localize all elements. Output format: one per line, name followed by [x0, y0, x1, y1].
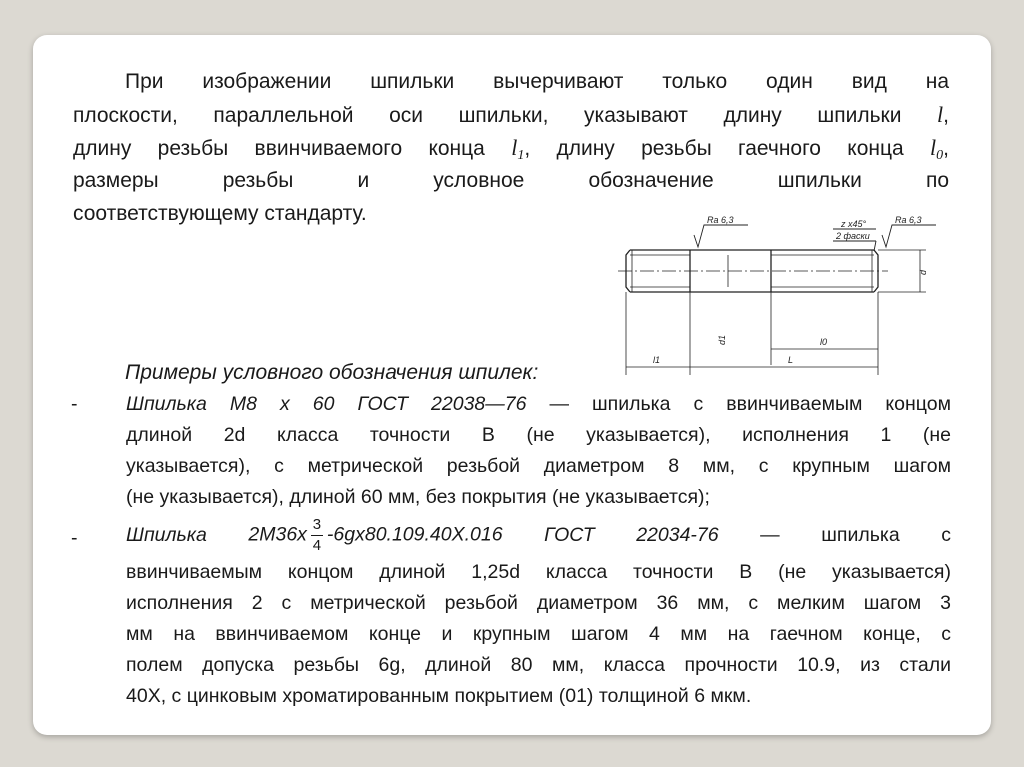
list-bullet: - [71, 393, 78, 415]
thread-pitch-fraction: $\frac{3}{4}$ [312, 515, 322, 554]
intro-line-4: размеры резьбы и условное обозначение шпильки по [73, 169, 949, 192]
example-2-line-2: ввинчиваемым концом длиной 1,25d класса точности В (не указывается) [126, 561, 951, 583]
slide [33, 35, 991, 735]
chamfer-label: z x45° [841, 219, 867, 229]
intro-line-2: плоскости, параллельной оси шпильки, указывают длину шпильки l, [73, 102, 949, 127]
example-2-line-4: мм на ввинчиваемом конце и крупным шагом 4 мм на гаечном конце, с [126, 623, 951, 645]
dim-d: d [918, 269, 928, 275]
example-1-line-3: указывается), с метрической резьбой диаметром 8 мм, с крупным шагом [126, 455, 951, 477]
example-1-line-2: длиной 2d класса точности В (не указывается), исполнения 1 (не [126, 424, 951, 446]
example-2-line-3: исполнения 2 с метрической резьбой диаметром 36 мм, с мелким шагом 3 [126, 592, 951, 614]
intro-line-5: соответствующему стандарту. [73, 202, 367, 225]
dim-l0: l0 [820, 337, 828, 347]
dim-d1: d1 [717, 334, 727, 345]
dim-l: L [788, 355, 794, 365]
example-1-line-1: Шпилька М8 х 60 ГОСТ 22038—76 — шпилька с ввинчиваемым концом [126, 393, 952, 415]
list-bullet: - [71, 527, 78, 549]
example-2-line-6: 40Х, с цинковым хроматированным покрытием (01) толщиной 6 мкм. [126, 685, 752, 707]
example-2 [71, 513, 951, 712]
chamfer-note: 2 фаски [836, 231, 870, 241]
examples-heading: Примеры условного обозначения шпилек: [125, 361, 539, 384]
stud-drawing [608, 205, 938, 365]
intro-line-3: длину резьбы ввинчиваемого конца $l_1$, длину резьбы гаечного конца $l_0$, [73, 135, 950, 163]
example-1 [71, 389, 951, 513]
example-2-line-1: Шпилька 2М36х $\frac{3}{4}$ -6gx80.109.40Х.016 ГОСТ 22034-76 — шпилька с [126, 515, 951, 554]
dim-l1: l1 [653, 355, 661, 365]
example-2-line-5: полем допуска резьбы 6g, длиной 80 мм, класса прочности 10.9, из стали [126, 654, 951, 676]
roughness-right: Ra 6,3 [895, 215, 922, 225]
roughness-left: Ra 6,3 [707, 215, 734, 225]
example-1-line-4: (не указывается), длиной 60 мм, без покрытия (не указывается); [126, 486, 710, 508]
intro-line-1: При изображении шпильки вычерчивают только один вид на [125, 70, 949, 93]
